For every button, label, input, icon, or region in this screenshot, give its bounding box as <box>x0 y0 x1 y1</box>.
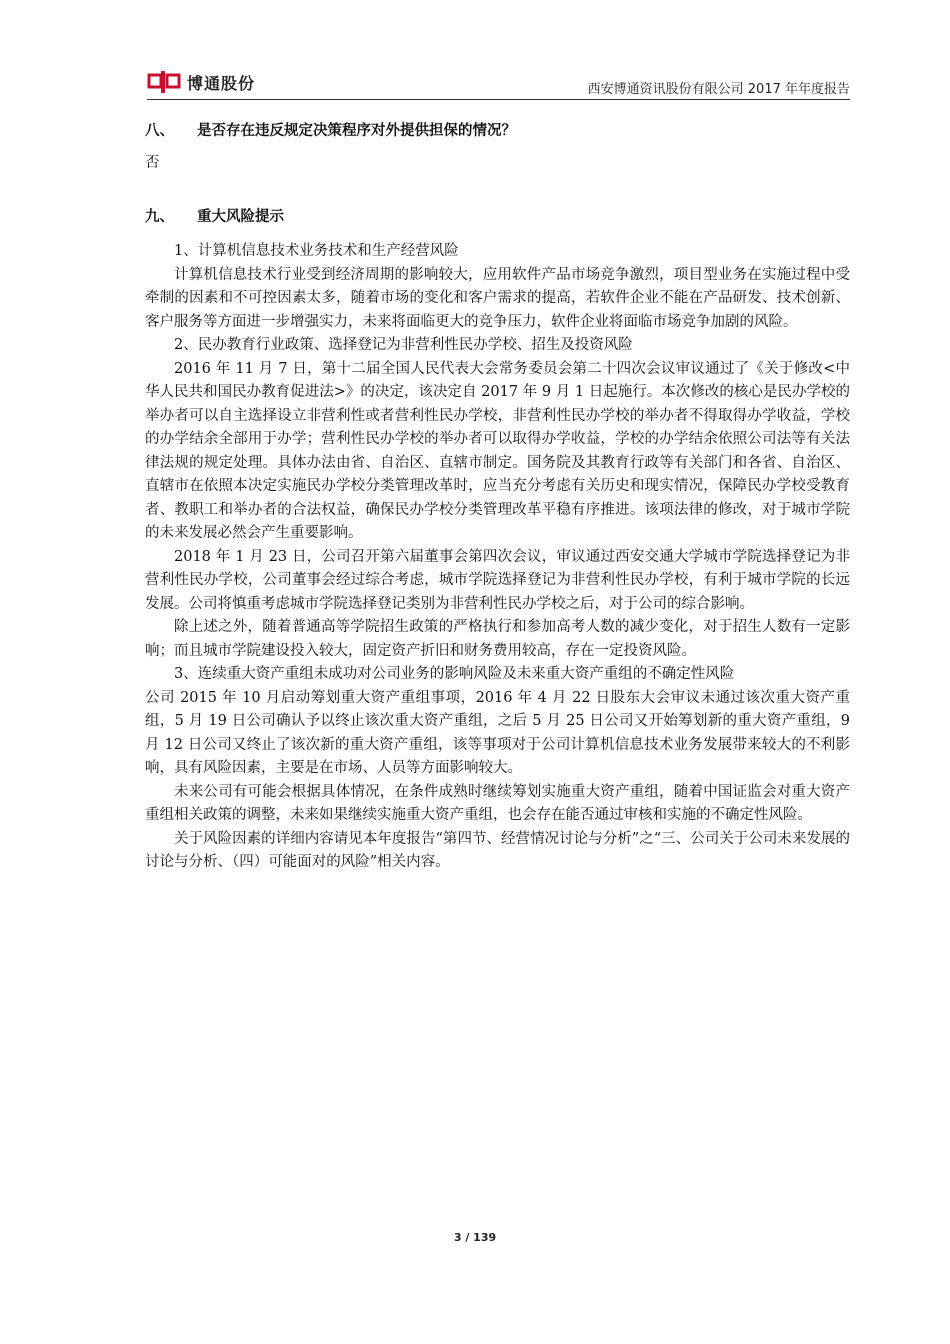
section-9-title: 重大风险提示 <box>197 209 284 225</box>
risk-2-body-3: 除上述之外，随着普通高等学院招生政策的严格执行和参加高考人数的减少变化，对于招生人数有一定影响；而且城市学院建设投入较大，固定资产折旧和财务费用较高，存在一定投资风险。 <box>145 619 850 659</box>
section-8-title: 是否存在违反规定决策程序对外提供担保的情况？ <box>197 123 516 139</box>
risk-3-title: 3、连续重大资产重组未成功对公司业务的影响风险及未来重大资产重组的不确定性风险 <box>174 666 735 682</box>
section-8-number: 八、 <box>145 123 174 139</box>
risk-3-body-2: 未来公司有可能会根据具体情况，在条件成熟时继续筹划实施重大资产重组，随着中国证监会对重大资产重组相关政策的调整，未来如果继续实施重大资产重组，也会存在能否通过审核和实施的不确定性风险。 <box>145 783 850 823</box>
page-content <box>145 118 850 875</box>
header-divider <box>147 99 850 100</box>
risk-2-body-1: 2016 年 11 月 7 日，第十二届全国人民代表大会常务委员会第二十四次会议审议通过了《关于修改<中华人民共和国民办教育促进法>》的决定，该决定自 2017 年 9 月 1 日起施行。本次修改的核心是民办学校的举办者可以自主选择设立非营利性或者营利性民办学校，非营利性民办学校的举办者不得取得办学收益，学校的办学结余全部用于办学；营利性民办学校的举办者可以取得办学收益，学校的办学结余依照公司法等有关法律法规的规定处理。具体办法由省、自治区、直辖市制定。国务院及其教育行政等有关部门和各省、自治区、直辖市在依照本决定实施民办学校分类管理改革时，应当充分考虑有关历史和现实情况，保障民办学校受教育者、教职工和举办者的合法权益，确保民办学校分类管理改革平稳有序推进。该项法律的修改，对于城市学院的未来发展必然会产生重要影响。 <box>145 360 850 541</box>
section-9-heading <box>145 204 850 230</box>
section-8-answer: 否 <box>145 155 160 171</box>
risk-3-body-1: 公司 2015 年 10 月启动筹划重大资产重组事项，2016 年 4 月 22 日股东大会审议未通过该次重大资产重组，5 月 19 日公司确认予以终止该次重大资产重组，之后 5 月 25 日公司又开始筹划新的重大资产重组，9 月 12 日公司又终止了该次新的重大资产重组，该等事项对于公司计算机信息技术业务发展带来较大的不利影响，具有风险因素，主要是在市场、人员等方面影响较大。 <box>145 689 850 776</box>
company-logo <box>147 68 255 96</box>
risk-2-title: 2、民办教育行业政策、选择登记为非营利性民办学校、招生及投资风险 <box>174 337 633 353</box>
report-title: 西安博通资讯股份有限公司 2017 年年度报告 <box>587 82 850 97</box>
section-9-number: 九、 <box>145 209 174 225</box>
logo-text: 博通股份 <box>187 73 256 93</box>
section-8-heading <box>145 118 850 144</box>
risk-1-body: 计算机信息技术行业受到经济周期的影响较大，应用软件产品市场竞争激烈，项目型业务在实施过程中受牵制的因素和不可控因素太多，随着市场的变化和客户需求的提高，若软件企业不能在产品研发、技术创新、客户服务等方面进一步增强实力，未来将面临更大的竞争压力，软件企业将面临市场竞争加剧的风险。 <box>145 266 850 330</box>
risk-1-title: 1、计算机信息技术业务技术和生产经营风险 <box>174 243 459 259</box>
page-number: 3 / 139 <box>453 1231 497 1244</box>
page-header <box>147 62 850 102</box>
risk-reference: 关于风险因素的详细内容请见本年度报告“第四节、经营情况讨论与分析”之“三、公司关于公司未来发展的讨论与分析、（四）可能面对的风险”相关内容。 <box>145 830 850 870</box>
risk-2-body-2: 2018 年 1 月 23 日，公司召开第六届董事会第四次会议，审议通过西安交通大学城市学院选择登记为非营利性民办学校，公司董事会经过综合考虑，城市学院选择登记为非营利性民办学校，有利于城市学院的长远发展。公司将慎重考虑城市学院选择登记类别为非营利性民办学校之后，对于公司的综合影响。 <box>145 548 850 612</box>
bt-logo-icon <box>147 69 181 95</box>
